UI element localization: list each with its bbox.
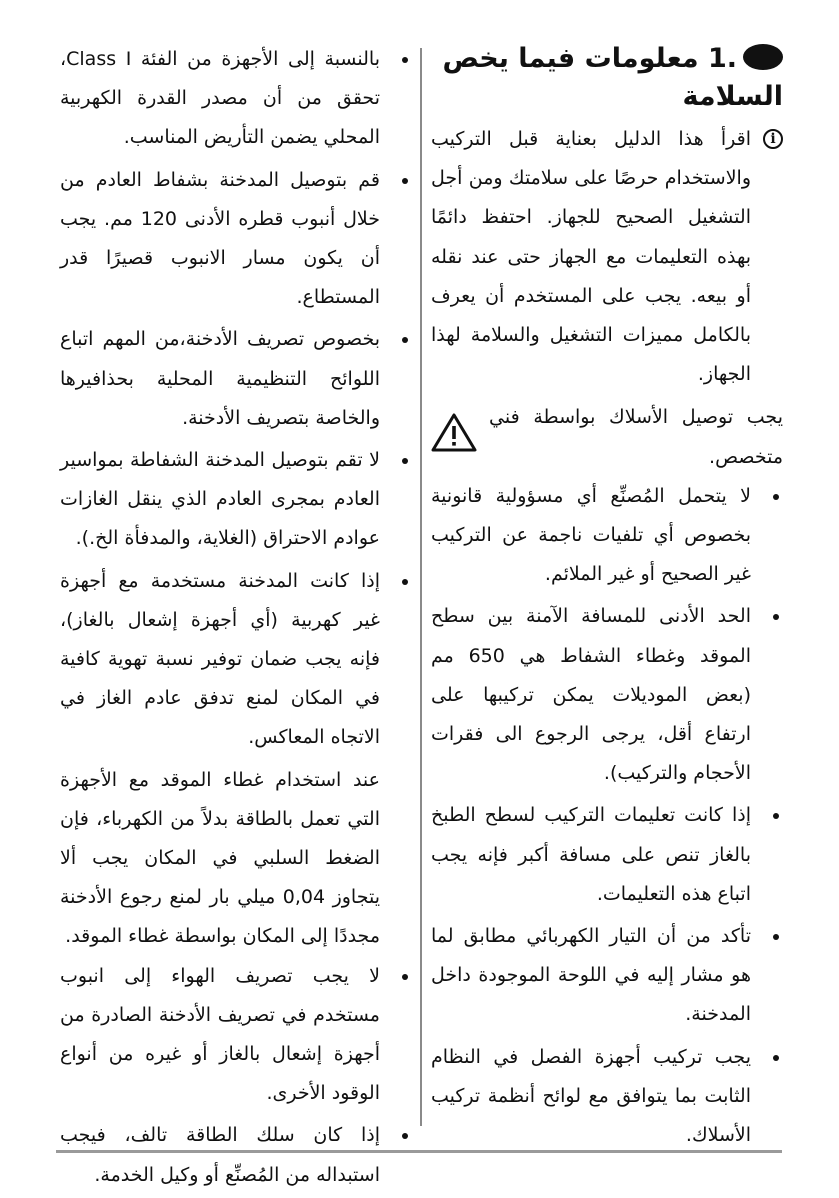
list-item	[60, 161, 412, 318]
list-item-text: تأكد من أن التيار الكهربائي مطابق لما هو مشار إليه في اللوحة الموجودة داخل المدخنة.	[431, 925, 751, 1026]
list-item-text: لا يجب تصريف الهواء إلى انبوب مستخدم في تصريف الأدخنة الصادرة من أجهزة إشعال بالغاز أو غيره من أنواع الوقود الأخرى.	[60, 964, 380, 1105]
section-number: 1.	[707, 43, 737, 74]
list-item-text: إذا كانت المدخنة مستخدمة مع أجهزة غير كهربية (أي أجهزة إشعال بالغاز)، فإنه يجب ضمان توفير نسبة تهوية كافية في المكان لمنع تدفق عادم الغاز في الاتجاه المعاكس.	[60, 569, 380, 749]
bullet-icon	[773, 934, 779, 940]
list-item	[60, 40, 412, 158]
list-item-text: لا تقم بتوصيل المدخنة الشفاطة بمواسير العادم بمجرى العادم الذي ينقل الغازات عوادم الاحتراق (الغلاية، والمدفأة الخ.).	[60, 449, 380, 550]
intro-paragraph	[431, 120, 783, 394]
bullet-icon	[402, 337, 408, 343]
list-item	[60, 1116, 412, 1194]
list-item	[431, 477, 783, 595]
right-bullet-list	[431, 477, 783, 1155]
list-item	[60, 320, 412, 438]
bullet-icon	[402, 57, 408, 63]
section-marker-icon	[743, 44, 783, 70]
right-column	[431, 40, 783, 1158]
list-item-text: إذا كان سلك الطاقة تالف، فيجب استبداله من المُصنِّع أو وكيل الخدمة.	[60, 1124, 380, 1186]
left-column	[60, 40, 412, 1198]
list-item	[60, 441, 412, 559]
warning-text: يجب توصيل الأسلاك بواسطة فني متخصص.	[489, 406, 783, 468]
bullet-icon	[402, 579, 408, 585]
list-item-text: قم بتوصيل المدخنة بشفاط العادم من خلال أنبوب قطره الأدنى 120 مم. يجب أن يكون مسار الانبوب قصيرًا قدر المستطاع.	[60, 168, 380, 309]
list-item-text: بالنسبة إلى الأجهزة من الفئة Class I، تحقق من أن مصدر القدرة الكهربية المحلي يضمن التأريض المناسب.	[60, 48, 380, 149]
list-item	[431, 917, 783, 1035]
column-divider	[420, 48, 422, 1126]
bullet-icon	[402, 458, 408, 464]
continuation-paragraph: عند استخدام غطاء الموقد مع الأجهزة التي تعمل بالطاقة بدلاً من الكهرباء، فإن الضغط السلبي في المكان يجب ألا يتجاوز 0,04 ميلي بار لمنع رجوع الأدخنة مجددًا إلى المكان بواسطة غطاء الموقد.	[60, 768, 381, 948]
list-item	[60, 562, 412, 758]
warning-triangle-icon	[431, 412, 477, 452]
bullet-icon	[773, 1055, 779, 1061]
bullet-icon	[773, 494, 779, 500]
bullet-icon	[402, 1133, 408, 1139]
list-item-text: يجب تركيب أجهزة الفصل في النظام الثابت بما يتوافق مع لوائح أنظمة تركيب الأسلاك.	[431, 1045, 751, 1147]
list-item-text: إذا كانت تعليمات التركيب لسطح الطبخ بالغاز تنص على مسافة أكبر فإنه يجب اتباع هذه التعليمات.	[431, 804, 751, 905]
list-item-text: بخصوص تصريف الأدخنة،من المهم اتباع اللوائح التنظيمية المحلية بحذافيرها والخاصة بتصريف الأدخنة.	[60, 328, 380, 429]
list-item-text: لا يتحمل المُصنِّع أي مسؤولية قانونية بخصوص أي تلفيات ناجمة عن التركيب غير الصحيح أو غير الملائم.	[431, 484, 751, 586]
section-title: معلومات فيما يخص السلامة	[442, 43, 783, 112]
bullet-icon	[402, 178, 408, 184]
bullet-icon	[773, 614, 779, 620]
list-item	[431, 796, 783, 914]
list-item	[60, 957, 412, 1114]
intro-text: اقرأ هذا الدليل بعناية قبل التركيب والاستخدام حرصًا على سلامتك ومن أجل التشغيل الصحيح للجهاز. احتفظ دائمًا بهذه التعليمات مع الجهاز حتى عند نقله أو بيعه. يجب على المستخدم أن يعرف بالكامل مميزات التشغيل والسلامة لهذا الجهاز.	[431, 128, 751, 386]
left-bullet-list-2	[60, 957, 412, 1195]
info-icon: i	[763, 129, 783, 149]
list-item	[431, 597, 783, 793]
warning-note	[431, 398, 783, 476]
left-bullet-list	[60, 40, 412, 758]
list-item	[431, 1038, 783, 1156]
footer-rule	[56, 1150, 782, 1153]
list-item-text: الحد الأدنى للمسافة الآمنة بين سطح الموقد وغطاء الشفاط هي 650 مم (بعض الموديلات يمكن تركيبها على ارتفاع أقل، يرجى الرجوع الى فقرات الأحجام والتركيب).	[431, 605, 751, 785]
section-heading	[431, 40, 783, 116]
bullet-icon	[773, 813, 779, 819]
bullet-icon	[402, 974, 408, 980]
